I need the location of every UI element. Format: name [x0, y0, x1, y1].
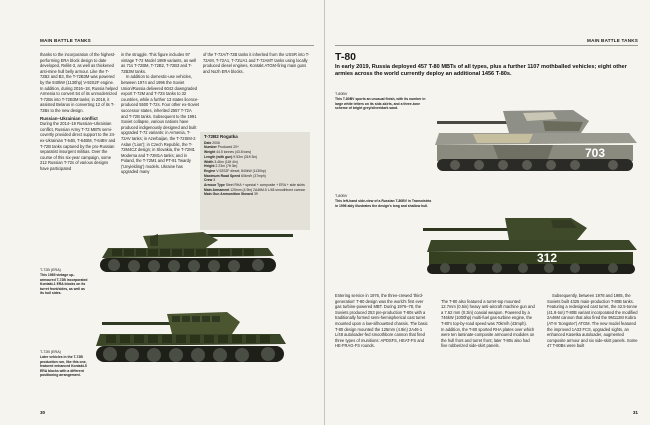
caption-title: T-72B (ERA): [40, 268, 61, 272]
caption-title: T-72B (ERA): [40, 350, 61, 354]
text-column-1: [40, 52, 118, 171]
section-heading: Russian–Ukrainian conflict: [40, 115, 98, 121]
page-number: 30: [40, 410, 46, 415]
running-head: MAIN BATTLE TANKS: [587, 38, 638, 43]
spec-value: Produced 20+: [216, 145, 239, 150]
text-column-2: [441, 293, 536, 355]
spec-value: 3.46m (11ft 4in): [213, 159, 238, 164]
caption-1: [40, 268, 88, 295]
tank-illustration-t72b-era-2: [92, 302, 292, 376]
spec-key: Main Armament: [204, 187, 230, 192]
tank-illustration-t80bv-1: [433, 105, 643, 175]
page-title: T-80: [335, 51, 357, 63]
caption-2: [335, 194, 433, 208]
caption-text: Later vehicles in the T-72B production run, like this one, featured enhanced Kontakt-5 ERA blocks with a different positioning arrangement.: [40, 355, 87, 378]
paragraph: of the T-72A/T-72B tanks it inherited from the USSR into T-72AM, T-72A1, T-72UA1 and T-72AMT tanks using locally produced diesel engines, Kontakt ATGM-firing main guns and Nozh ERA blocks.: [203, 52, 310, 74]
spec-key: Engine: [204, 168, 216, 173]
caption-text: This T-80BV sports an unusual finish, with its number in large white letters on its side-skirts, and a three-tone scheme of bright grey/silver/dark sand.: [335, 97, 426, 111]
paragraph: thanks to the incorporation of the highest-performing ERA block design to date developed, Relikt-3, as well as thickened anti-mine hull belly armour. Like the T-72B2 and B3, the T-72B3M was powered by the 840kW (1130hp) V-92S2F engine. In addition, during 2016–18, Russia helped Armenia to convert 54 of its unmodernized T-72Bs into T-72B3M tanks; in 2018, it assisted Belarus in converting 12 of its T-72Bs to the new design.: [40, 52, 118, 113]
right-page: [325, 0, 650, 425]
spec-value: 39: [253, 192, 258, 197]
spec-key: Number: [204, 145, 217, 150]
spec-key: Date: [204, 140, 212, 145]
spec-box: [200, 132, 310, 230]
header-rule: [335, 45, 638, 46]
spec-key: Maximum Road Speed: [204, 173, 241, 178]
paragraph: in the struggle. This figure includes 97 vintage T-72 Model 1989 variants, as well as 71s T-72BM, T-72B2, T-72B3 and T-72B3M tanks.: [121, 52, 197, 74]
spec-title: T-72B2 Rogatka: [204, 134, 238, 139]
spec-rows: [204, 141, 306, 197]
spec-value: 2.23m (7ft 3in): [214, 164, 238, 169]
spec-key: Weight: [204, 150, 216, 155]
running-head: MAIN BATTLE TANKS: [40, 38, 91, 43]
paragraph: Entering service in 1976, the three-crewed 'third-generation' T-80 design was the world's first ever gas turbine-powered MBT. During 1976–78, the Soviets produced 253 pre-production T-80s with a traditionally formed semi-hemispherical cast turret mounted upon a low-silhouetted chassis. The basic T-80 design mounted the 125mm (4.9in) 2A46-1 L/48 autoloader-fed smoothbore cannon that fired three types of munitions: APDSFS, HEAT-FS and HE-FRAG-FS rounds.: [335, 293, 428, 349]
caption-text: This left-hand side-view of a Russian T-80BV in Transnistria in 1996 ably illustrates the design's long and shallow hull.: [335, 199, 432, 208]
caption-title: T-80BV: [335, 194, 348, 198]
spec-key: Main Gun Ammunition Stowed: [204, 192, 254, 197]
spec-value: 125mm (4.9in) 2A46M-5 L/48 smoothbore cannon: [229, 187, 306, 192]
tank-illustration-t80bv-2: [421, 210, 645, 276]
spec-value: 44.5 tonnes (43.8 tons): [215, 150, 252, 155]
spec-value: 9.53m (31ft 3in): [232, 154, 258, 159]
spec-value: V-92S2F diesel; 840kW (1130hp): [215, 168, 266, 173]
spec-key: Length (with gun): [204, 154, 233, 159]
paragraph: Subsequently, between 1978 and 1985, the Soviets built 4325 main-production T-80B tanks. Featuring a redesigned cast turret, the 42.5-tonne (41.8-ton) T-80B variant incorporated the modified 2A46M cannon that also fired the 9M112M Kobra (AT-8 'Songster') ATGM. The new model featured the improved 1A33 FCS, upgraded sights, an enhanced Kasetka autoloader, augmented composite armour and six side-skirt panels. Some 47 T-80Bs were built: [547, 293, 638, 349]
paragraph: During the 2014–19 Russian–Ukrainian conflict, Russian Army T-72 MBTs semi-covertly provided direct support to the 24-ex-Ukrainian T-64B, T-64BM, T-64BV and T-72B tanks captured by the pro-Russian separatist insurgent militias. Over the course of this six-year campaign, some 212 Russian T-72s of various designs have participated: [40, 121, 116, 171]
caption-title: T-80BV: [335, 92, 348, 96]
tank-number: 312: [537, 251, 558, 265]
paragraph: The T-80 also featured a turret-top mounted 12.7mm (0.5in) heavy anti-aircraft machine gun and a 7.62 mm (0.3in) coaxial weapon. Powered by a 746kW (1000hp) multi-fuel gas-turbine engine, the T-80's top-by-road speed was 70km/h (43mph). In addition, the T-80 sported RHA plates over which were ten laminate-composite armoured modules on the hull front and turret front; later T-80s also had five rubberized side-skirt panels.: [441, 298, 535, 349]
spec-value: 3: [212, 178, 216, 183]
spec-key: Crew: [204, 178, 213, 183]
spec-key: Width: [204, 159, 214, 164]
spec-value: 60km/h (37mph): [240, 173, 266, 178]
caption-text: This 1985 vintage up-armoured T-72B incorporated Kontakt-1 ERA blocks on its turret front/sides, as well as its hull sides.: [40, 273, 88, 296]
spec-key: Height: [204, 164, 215, 169]
page-number: 31: [632, 410, 638, 415]
text-column-3: [547, 293, 642, 349]
paragraph: In addition to domestic-use vehicles, between 1974 and 1996 the Soviet Union/Russia delivered 6042 downgraded export T-72M and T-72S tanks to 32 countries, while a further 13 states licence-produced 5500 T-72s. Four other ex-Soviet successor states, inherited 2557 T-72A and T-72B tanks. Subsequent to the 1991 Soviet collapse, various nations have produced indigenously designed and built upgraded T-72 variants: in Armenia, T-72AV tanks; in Azerbaijan, the T-72SIM-2 Aslan ('Lion'); in Czech Republic, the T-72M4CZ design; in Slovakia, the T-72M1 Moderna and T-72M1A tanks; and in Poland, the T-72M1 and PT-91 Twardy ('Unyielding') models. Ukraine has upgraded many: [121, 74, 199, 175]
lead-paragraph: In early 2019, Russia deployed 457 T-80 MBTs of all types, plus a further 1107 mothballed vehicles; eight other armies across the world currently deploy an additional 1456 T-80s.: [335, 64, 627, 78]
tank-number: 703: [585, 146, 606, 160]
spec-key: Armour Type: [204, 183, 225, 188]
text-column-1: [335, 293, 430, 349]
spec-row: [204, 192, 306, 197]
caption-2: [40, 350, 92, 377]
text-column-3: [203, 52, 313, 74]
text-column-2: [121, 52, 199, 175]
spec-value: 2006: [211, 140, 220, 145]
spec-value: Steel RHA + special + composite + ERA + side skirts: [224, 183, 305, 188]
header-rule: [40, 45, 314, 46]
tank-illustration-t72b-era-1: [88, 226, 293, 286]
caption-1: [335, 92, 433, 111]
